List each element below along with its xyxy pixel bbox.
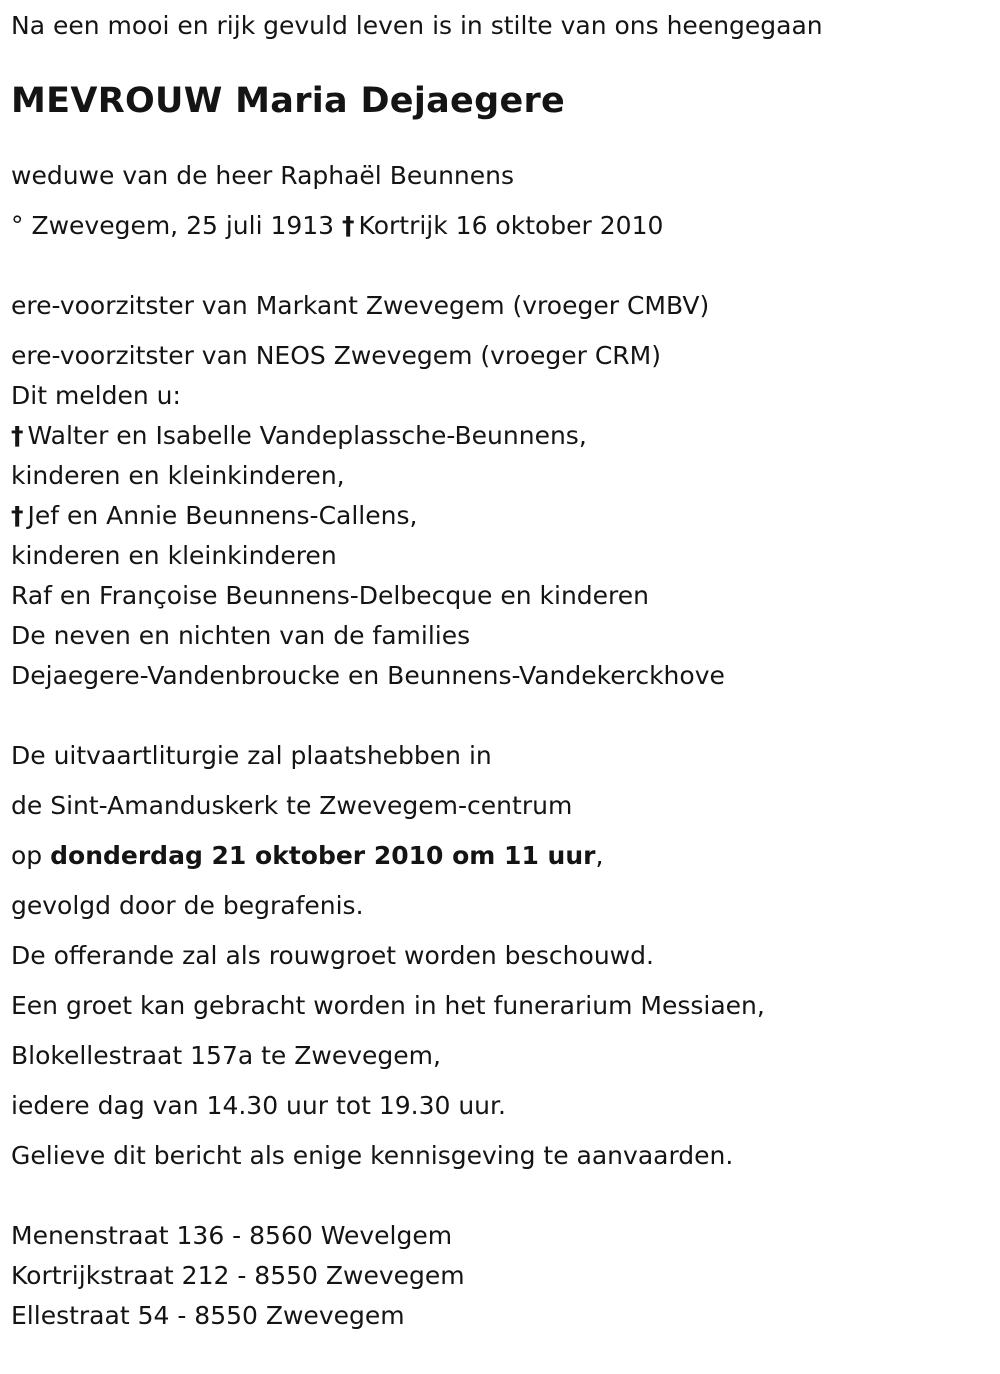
funeral-line: De offerande zal als rouwgroet worden beschouwd. xyxy=(11,941,654,970)
deceased-name-title: MEVROUW Maria Dejaegere xyxy=(11,81,566,121)
spacer xyxy=(11,246,991,286)
birth-death-line xyxy=(11,206,991,246)
funeral-line: Gelieve dit bericht als enige kennisgeving te aanvaarden. xyxy=(11,1141,734,1170)
address-line: Menenstraat 136 - 8560 Wevelgem xyxy=(11,1221,453,1250)
role-line: ere-voorzitster van Markant Zwevegem (vroeger CMBV) xyxy=(11,291,710,320)
family-line: kinderen en kleinkinderen xyxy=(11,541,337,570)
family-line: † Jef en Annie Beunnens-Callens, xyxy=(11,496,991,536)
funeral-line: Blokellestraat 157a te Zwevegem, xyxy=(11,1041,441,1070)
death-text: Kortrijk 16 oktober 2010 xyxy=(358,211,664,240)
obituary-notice xyxy=(11,6,991,1336)
cross-icon: † xyxy=(11,501,24,530)
address-line: Kortrijkstraat 212 - 8550 Zwevegem xyxy=(11,1261,465,1290)
birth-text: ° Zwevegem, 25 juli 1913 xyxy=(11,211,335,240)
spacer xyxy=(11,1176,991,1216)
family-line: † Walter en Isabelle Vandeplassche-Beunnens, xyxy=(11,416,991,456)
address-line: Ellestraat 54 - 8550 Zwevegem xyxy=(11,1301,405,1330)
funeral-date-line: op donderdag 21 oktober 2010 om 11 uur, xyxy=(11,841,604,870)
address-list xyxy=(11,1216,991,1336)
widow-of-line: weduwe van de heer Raphaël Beunnens xyxy=(11,161,515,190)
funeral-date: donderdag 21 oktober 2010 om 11 uur xyxy=(50,841,596,870)
cross-icon: † xyxy=(11,421,24,450)
role-line: ere-voorzitster van NEOS Zwevegem (vroeger CRM) xyxy=(11,341,661,370)
funeral-line: iedere dag van 14.30 uur tot 19.30 uur. xyxy=(11,1091,506,1120)
funeral-line: Een groet kan gebracht worden in het funerarium Messiaen, xyxy=(11,991,765,1020)
family-line: kinderen en kleinkinderen, xyxy=(11,461,345,490)
funeral-line: gevolgd door de begrafenis. xyxy=(11,891,364,920)
family-list xyxy=(11,416,991,696)
spacer xyxy=(11,696,991,736)
announcement-intro: Dit melden u: xyxy=(11,381,181,410)
intro-text: Na een mooi en rijk gevuld leven is in stilte van ons heengegaan xyxy=(11,11,823,40)
family-line: De neven en nichten van de families xyxy=(11,621,471,650)
family-line: Raf en Françoise Beunnens-Delbecque en kinderen xyxy=(11,581,650,610)
funeral-line: De uitvaartliturgie zal plaatshebben in xyxy=(11,741,492,770)
cross-icon: † xyxy=(342,211,355,240)
funeral-line: de Sint-Amanduskerk te Zwevegem-centrum xyxy=(11,791,573,820)
family-line: Dejaegere-Vandenbroucke en Beunnens-Vandekerckhove xyxy=(11,661,725,690)
funeral-details xyxy=(11,736,991,1176)
